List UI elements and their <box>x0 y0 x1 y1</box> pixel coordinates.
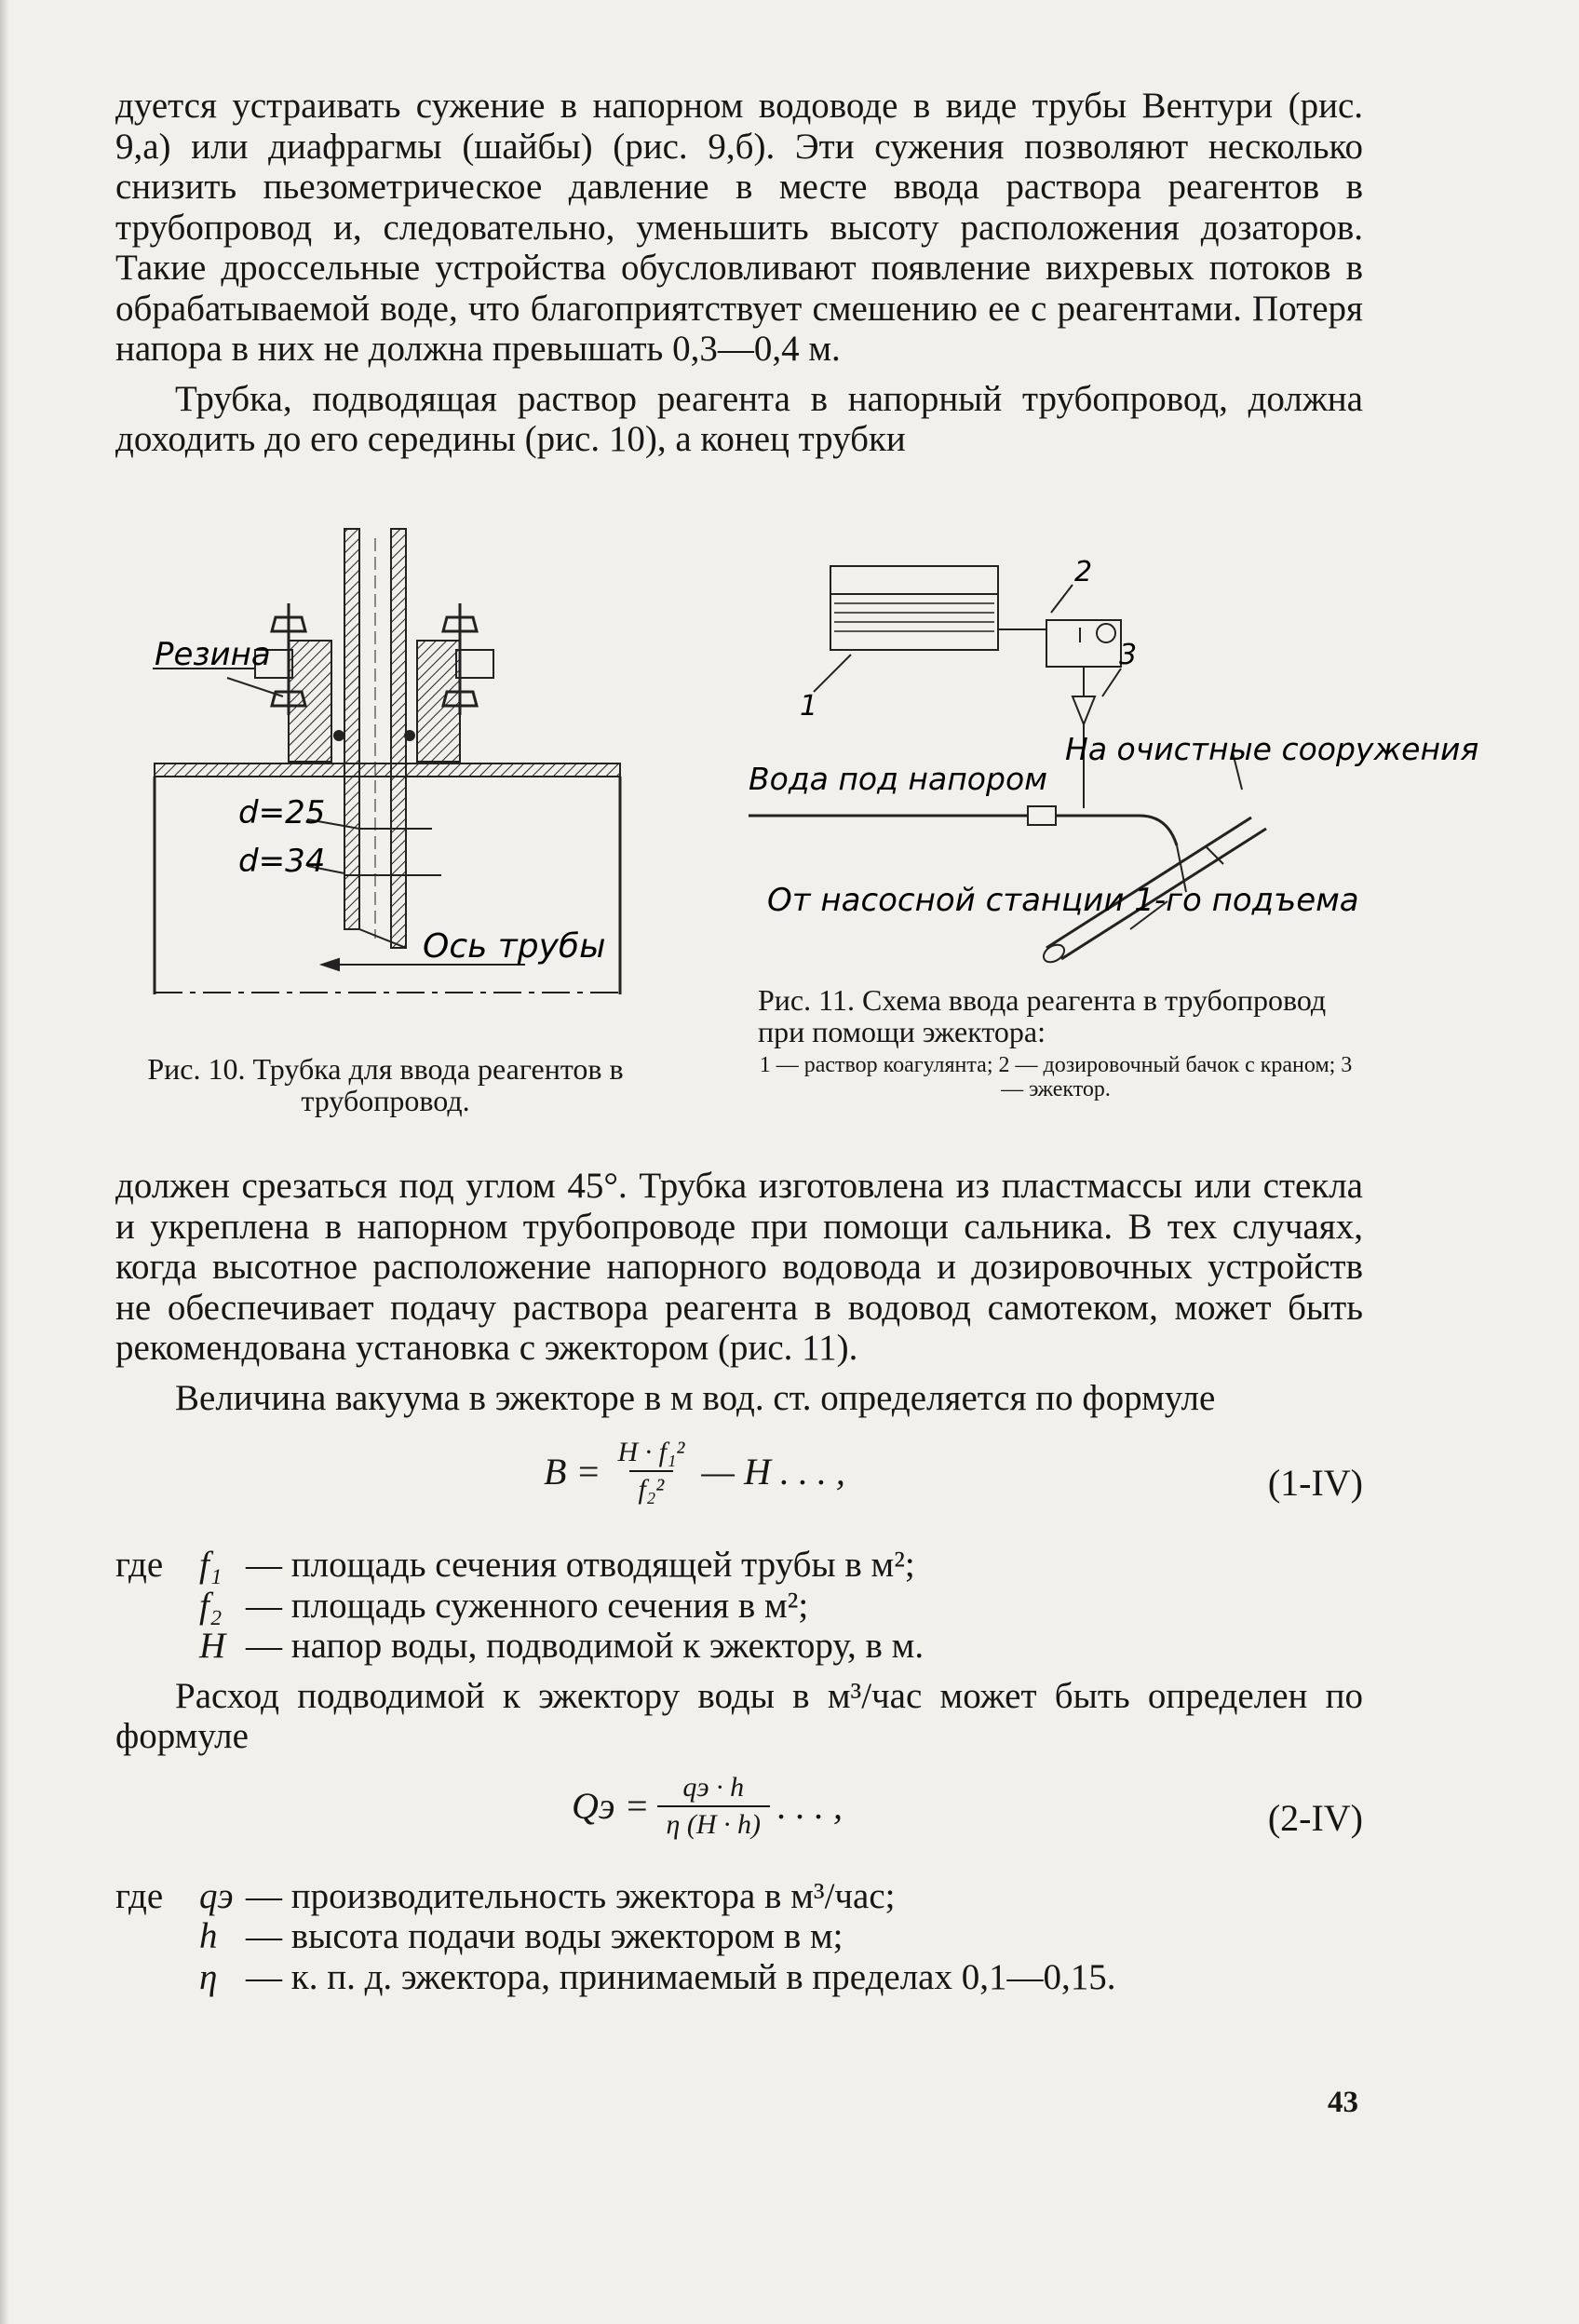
definition-symbol: f₂ <box>199 1585 223 1626</box>
definition-text: — площадь суженного сечения в м²; <box>246 1585 809 1626</box>
definition-symbol: f₁ <box>199 1545 223 1585</box>
definition-prefix: где <box>115 1875 164 1916</box>
definition-row <box>115 1626 1363 1667</box>
definition-text: — высота подачи воды эжектором в м; <box>246 1916 843 1956</box>
fig11-num3: 3 <box>1119 639 1138 671</box>
fig11-label-treatment <box>1065 731 1478 767</box>
formula-numerator: H · f₁² <box>617 1437 685 1467</box>
page-number: 43 <box>1328 2086 1358 2119</box>
reagent-tube-drawing <box>115 529 655 1022</box>
formula-numerator: qэ · h <box>682 1771 745 1803</box>
definition-symbol: η <box>199 1956 218 1997</box>
definition-symbol: qэ <box>199 1875 234 1916</box>
definition-row <box>115 1545 1363 1586</box>
paragraph: должен срезаться под углом 45°. Трубка изготовлена из пластмассы или стекла и укреплена в напорном трубопроводе при помощи сальника. В тех случаях, когда высотное расположение напорного водовода и дозировочных устройств не обеспечивает подачу раствора реагента в водовод самотеком, может быть рекомендована установка с эжектором (рис. 11). <box>115 1166 1363 1368</box>
definition-row <box>115 1876 1363 1917</box>
figure-11 <box>749 538 1479 1101</box>
definition-symbol: h <box>199 1916 218 1956</box>
formula-expression <box>572 1772 843 1841</box>
definitions-1 <box>115 1545 1363 1667</box>
fig10-label-d34: d=34 <box>238 843 326 880</box>
paragraph: Трубка, подводящая раствор реагента в напорный трубопровод, должна доходить до его середины (рис. 10), а конец трубки <box>115 378 1363 459</box>
figure-10 <box>115 529 655 1116</box>
formula-fraction <box>608 1437 694 1506</box>
formula-number: (1-IV) <box>1267 1462 1363 1504</box>
fig10-caption: Рис. 10. Трубка для ввода реагентов в трубопровод. <box>147 1052 624 1117</box>
definition-row <box>115 1916 1363 1957</box>
page-edge-shadow <box>0 0 9 2324</box>
fig11-label-treatment-text: На очистные сооружения <box>1065 731 1479 767</box>
fig11-num1: 1 <box>800 690 818 723</box>
definition-text: — производительность эжектора в м³/час; <box>246 1875 896 1916</box>
figures-row <box>115 529 1479 1153</box>
formula-fraction <box>657 1772 771 1841</box>
definition-text: — площадь сечения отводящей трубы в м²; <box>246 1545 915 1585</box>
formula-number: (2-IV) <box>1267 1796 1363 1839</box>
definition-text: — напор воды, подводимой к эжектору, в м. <box>246 1626 924 1666</box>
definition-text: — к. п. д. эжектора, принимаемый в пределах 0,1—0,15. <box>246 1956 1116 1997</box>
definitions-2 <box>115 1876 1363 1998</box>
formula-tail: — H . . . , <box>701 1450 845 1493</box>
definition-prefix <box>115 1586 199 1627</box>
definition-symbol: H <box>199 1626 226 1666</box>
definition-row <box>115 1586 1363 1627</box>
formula-1-iv <box>115 1429 1363 1532</box>
definition-prefix <box>115 1957 199 1998</box>
fig10-label-d25: d=25 <box>238 794 326 831</box>
formula-lhs: B = <box>544 1450 601 1493</box>
definition-prefix: где <box>115 1545 164 1585</box>
definition-row <box>115 1957 1363 1998</box>
formula-lhs: Qэ = <box>572 1785 650 1827</box>
formula-expression <box>544 1437 845 1506</box>
fig10-label-rubber: Резина <box>155 636 271 673</box>
ejector-scheme-drawing <box>749 538 1479 966</box>
definition-prefix <box>115 1916 199 1957</box>
formula-2-iv <box>115 1764 1363 1867</box>
paragraph: Расход подводимой к эжектору воды в м³/час может быть определен по формуле <box>115 1675 1363 1756</box>
fig11-label-water: Вода под напором <box>749 761 1048 797</box>
fig11-num2: 2 <box>1074 556 1093 588</box>
formula-denominator: f₂² <box>629 1470 674 1506</box>
paragraph: Величина вакуума в эжекторе в м вод. ст. определяется по формуле <box>175 1377 1216 1418</box>
text-block-top <box>115 86 1363 460</box>
fig11-caption: Рис. 11. Схема ввода реагента в трубопровод при помощи эжектора: <box>758 983 1327 1048</box>
definition-prefix <box>115 1626 199 1667</box>
formula-denominator: η (H · h) <box>657 1805 771 1841</box>
text-block-mid <box>115 1166 1363 1997</box>
fig11-label-pump: От насосной станции 1-го подъема <box>767 882 1359 919</box>
fig11-legend: 1 — раствор коагулянта; 2 — дозировочный бачок с краном; 3 — эжектор. <box>759 1053 1353 1101</box>
paragraph: дуется устраивать сужение в напорном водоводе в виде трубы Вентури (рис. 9,а) или диафрагмы (шайбы) (рис. 9,б). Эти сужения позволяют несколько снизить пьезометрическое давление в месте ввода раствора реагентов в трубопровод и, следовательно, уменьшить высоту расположения дозаторов. Такие дроссельные устройства обусловливают появление вихревых потоков в обрабатываемой воде, что благоприятствует смешению ее с реагентами. Потеря напора в них не должна превышать 0,3—0,4 м. <box>115 86 1363 369</box>
fig10-label-axis: Ось трубы <box>423 927 606 966</box>
formula-tail: . . . , <box>777 1785 843 1827</box>
